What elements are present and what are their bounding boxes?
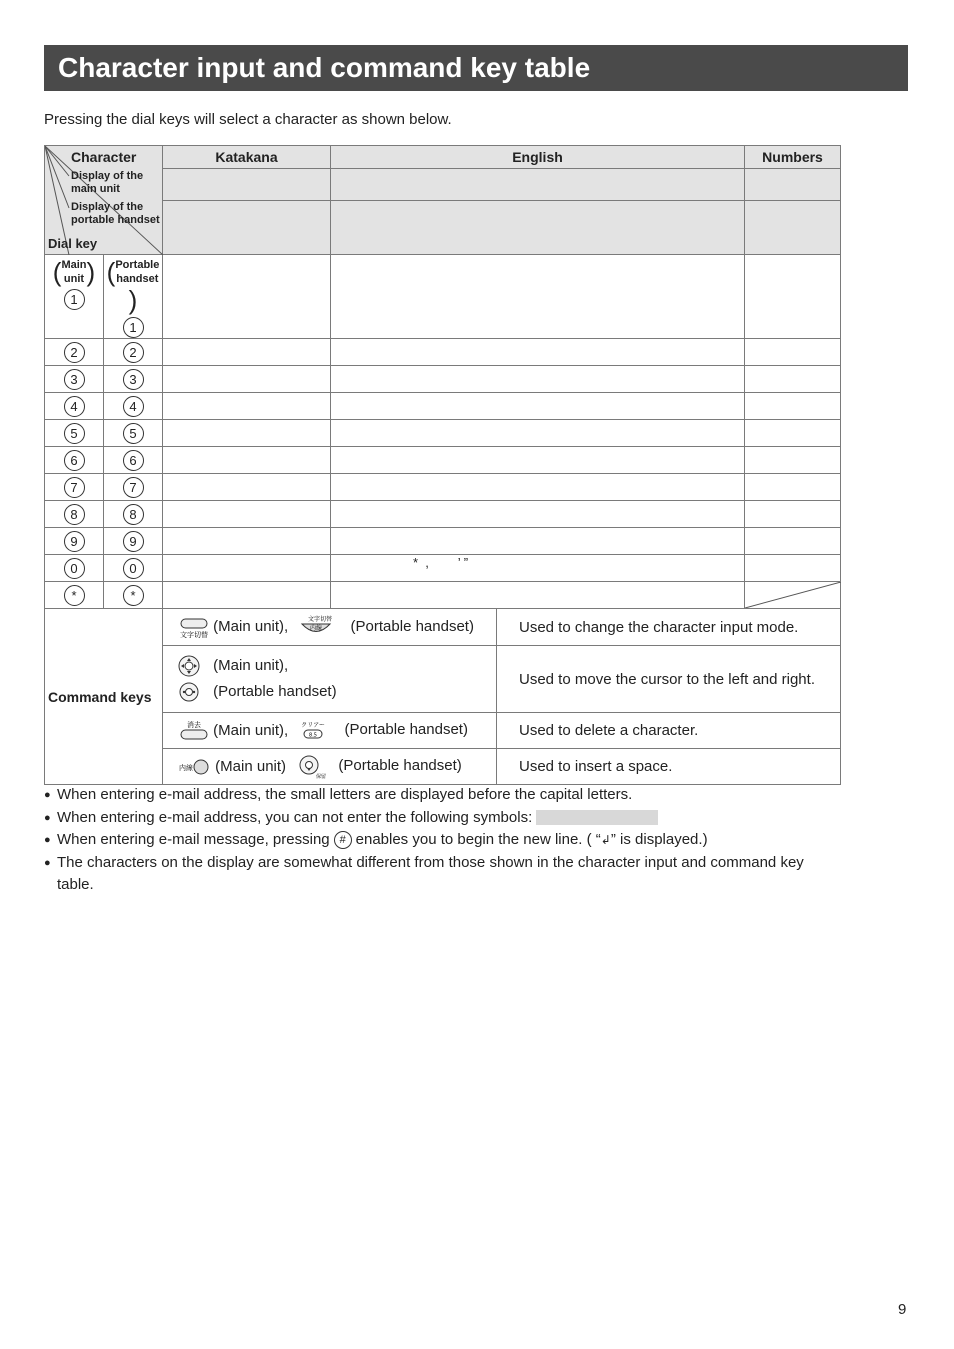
main-key-cell xyxy=(45,339,104,366)
main-key-cell xyxy=(45,501,104,528)
portable-handset-text: (Portable handset) xyxy=(350,617,474,635)
english-main-cell xyxy=(331,169,745,201)
main-unit-line1: Main xyxy=(61,259,87,271)
command-row xyxy=(45,609,841,646)
dial-key-8-main: 8 xyxy=(64,504,85,525)
note-text: When entering e-mail address, you can not enter the following symbols: xyxy=(57,808,533,826)
table-row xyxy=(45,255,841,339)
english-cell xyxy=(331,393,745,420)
main-key-cell xyxy=(45,420,104,447)
table-row xyxy=(45,447,841,474)
english-cell xyxy=(331,420,745,447)
main-unit-line2: unit xyxy=(63,273,85,285)
clear-key-icon xyxy=(298,720,328,742)
main-key-cell xyxy=(45,555,104,582)
dial-key-0-handset: 0 xyxy=(123,558,144,579)
handset-navigator-down-icon xyxy=(296,754,326,780)
corner-display-handset-line1: Display of the xyxy=(71,201,144,213)
dial-key-7-main: 7 xyxy=(64,477,85,498)
command-keys-cell xyxy=(163,749,497,785)
table-row xyxy=(45,501,841,528)
dial-key-1-main: 1 xyxy=(64,289,85,310)
handset-label: (Portable handset) xyxy=(106,257,160,315)
english-cell xyxy=(331,555,745,582)
handset-navigator-key-icon xyxy=(177,681,201,703)
main-unit-text: (Main unit), xyxy=(213,657,289,674)
main-key-cell xyxy=(45,447,104,474)
numbers-cell xyxy=(745,420,841,447)
list-item xyxy=(44,784,844,807)
corner-character-label: Character xyxy=(71,149,137,165)
handset-key-cell xyxy=(104,474,163,501)
dial-key-1-handset: 1 xyxy=(123,317,144,338)
dial-key-5-main: 5 xyxy=(64,423,85,444)
corner-display-main-line2: main unit xyxy=(71,183,120,195)
main-unit-display-row xyxy=(45,169,841,201)
command-row xyxy=(45,713,841,749)
table-row xyxy=(45,393,841,420)
english-header: English xyxy=(331,146,745,169)
command-desc-space: Used to insert a space. xyxy=(497,749,841,785)
katakana-header: Katakana xyxy=(163,146,331,169)
numbers-cell xyxy=(745,528,841,555)
english-cell xyxy=(331,528,745,555)
numbers-cell xyxy=(745,501,841,528)
main-key-cell xyxy=(45,366,104,393)
svg-text:クリアー: クリアー xyxy=(301,721,326,729)
table-corner xyxy=(45,146,163,255)
numbers-main-cell xyxy=(745,169,841,201)
table-row xyxy=(45,366,841,393)
main-unit-text: (Main unit) xyxy=(215,757,287,775)
bullet-icon: ● xyxy=(44,811,51,824)
note-text: When entering e-mail address, the small letters are displayed before the capital letters. xyxy=(57,786,633,803)
english-cell xyxy=(331,366,745,393)
dial-key-3-main: 3 xyxy=(64,369,85,390)
numbers-handset-cell xyxy=(745,201,841,255)
main-unit-key-cell xyxy=(45,255,104,339)
corner-display-handset-label xyxy=(71,201,160,227)
character-table xyxy=(44,145,841,785)
dial-key-6-main: 6 xyxy=(64,450,85,471)
handset-key-cell xyxy=(104,339,163,366)
svg-text:文字切替: 文字切替 xyxy=(308,616,333,623)
dial-key-8-handset: 8 xyxy=(123,504,144,525)
page-number: 9 xyxy=(898,1301,907,1318)
main-unit-label: (Main unit) xyxy=(52,257,96,287)
dial-key-star-main: * xyxy=(64,585,85,606)
numbers-cell xyxy=(745,393,841,420)
english-cell xyxy=(331,339,745,366)
erase-key-icon xyxy=(179,720,209,742)
corner-display-handset-line2: portable handset xyxy=(71,214,160,226)
table-row xyxy=(45,474,841,501)
english-cell xyxy=(331,501,745,528)
note-text-cont: enables you to begin the new line. ( “ xyxy=(355,831,601,848)
numbers-cell xyxy=(745,474,841,501)
numbers-header: Numbers xyxy=(745,146,841,169)
handset-key-cell xyxy=(104,420,163,447)
bullet-icon: ● xyxy=(44,789,51,801)
bullet-icon: ● xyxy=(44,856,51,869)
numbers-cell-crossed xyxy=(745,582,841,609)
note-text-end: ” is displayed.) xyxy=(610,831,708,848)
command-desc-mode: Used to change the character input mode. xyxy=(497,609,841,646)
dial-key-0-main: 0 xyxy=(64,558,85,579)
command-row xyxy=(45,646,841,713)
english-cell xyxy=(331,447,745,474)
handset-key-cell xyxy=(104,366,163,393)
main-key-cell xyxy=(45,528,104,555)
intercom-mode-key-icon xyxy=(298,615,334,639)
corner-display-main-line1: Display of the xyxy=(71,170,144,182)
numbers-cell xyxy=(745,339,841,366)
dial-key-3-handset: 3 xyxy=(123,369,144,390)
english-handset-cell xyxy=(331,201,745,255)
main-key-cell xyxy=(45,582,104,609)
intro-text: Pressing the dial keys will select a character as shown below. xyxy=(44,111,452,128)
intercom-button-icon xyxy=(179,756,211,778)
katakana-cell xyxy=(163,501,331,528)
portable-handset-text: (Portable handset) xyxy=(213,683,337,700)
main-unit-text: (Main unit), xyxy=(213,721,289,739)
main-key-cell xyxy=(45,393,104,420)
svg-text:8.5: 8.5 xyxy=(309,732,318,738)
katakana-main-cell xyxy=(163,169,331,201)
command-keys-cell xyxy=(163,713,497,749)
list-item xyxy=(44,829,844,852)
numbers-cell xyxy=(745,447,841,474)
handset-key-cell xyxy=(104,555,163,582)
table-row xyxy=(45,420,841,447)
english-cell xyxy=(331,255,745,339)
katakana-cell xyxy=(163,255,331,339)
diagonal-line xyxy=(745,582,841,608)
navigator-key-icon xyxy=(177,655,201,677)
symbols-placeholder-box xyxy=(536,810,658,825)
portable-handset-text: (Portable handset) xyxy=(344,721,468,739)
command-desc-cursor: Used to move the cursor to the left and right. xyxy=(497,646,841,713)
hash-key-icon: # xyxy=(334,831,352,849)
note-text: The characters on the display are somewhat different from those shown in the character input and command key table. xyxy=(57,853,804,893)
katakana-handset-cell xyxy=(163,201,331,255)
english-cell xyxy=(331,582,745,609)
katakana-cell xyxy=(163,528,331,555)
table-row xyxy=(45,555,841,582)
command-keys-cell xyxy=(163,646,497,713)
dial-key-6-handset: 6 xyxy=(123,450,144,471)
english-cell xyxy=(331,474,745,501)
command-row xyxy=(45,749,841,785)
command-desc-delete: Used to delete a character. xyxy=(497,713,841,749)
dial-key-9-handset: 9 xyxy=(123,531,144,552)
katakana-cell xyxy=(163,339,331,366)
handset-key-cell xyxy=(104,447,163,474)
table-row xyxy=(45,582,841,609)
dial-key-2-handset: 2 xyxy=(123,342,144,363)
dial-key-2-main: 2 xyxy=(64,342,85,363)
notes-list xyxy=(44,784,844,897)
command-keys-cell xyxy=(163,609,497,646)
dial-key-star-handset: * xyxy=(123,585,144,606)
katakana-cell xyxy=(163,366,331,393)
list-item xyxy=(44,852,844,897)
svg-text:内線: 内線 xyxy=(179,763,193,772)
page-title: Character input and command key table xyxy=(58,52,591,83)
main-key-cell xyxy=(45,474,104,501)
zero-row-symbols: * , ’ ” xyxy=(413,555,469,570)
handset-key-cell xyxy=(104,255,163,339)
corner-display-main-label xyxy=(71,170,143,196)
note-text: When entering e-mail message, pressing xyxy=(57,831,330,848)
dial-key-4-handset: 4 xyxy=(123,396,144,417)
katakana-cell xyxy=(163,582,331,609)
table-header-row xyxy=(45,146,841,169)
portable-handset-text: (Portable handset) xyxy=(338,757,462,775)
dial-key-7-handset: 7 xyxy=(123,477,144,498)
handset-key-cell xyxy=(104,393,163,420)
bullet-icon: ● xyxy=(44,834,51,846)
svg-text:文字切替: 文字切替 xyxy=(180,631,208,638)
katakana-cell xyxy=(163,447,331,474)
title-bar xyxy=(44,45,908,91)
dial-key-4-main: 4 xyxy=(64,396,85,417)
mode-switch-key-icon xyxy=(179,616,209,638)
table-row xyxy=(45,339,841,366)
handset-key-cell xyxy=(104,528,163,555)
dial-key-9-main: 9 xyxy=(64,531,85,552)
main-unit-text: (Main unit), xyxy=(213,617,289,635)
katakana-cell xyxy=(163,420,331,447)
command-keys-label: Command keys xyxy=(45,609,163,785)
list-item xyxy=(44,807,844,830)
handset-display-row xyxy=(45,201,841,255)
katakana-cell xyxy=(163,393,331,420)
numbers-cell xyxy=(745,255,841,339)
svg-text:保留: 保留 xyxy=(316,773,327,780)
table-row xyxy=(45,528,841,555)
numbers-cell xyxy=(745,555,841,582)
handset-line1: Portable xyxy=(115,259,160,271)
svg-text:消去: 消去 xyxy=(187,720,201,729)
katakana-cell xyxy=(163,474,331,501)
numbers-cell xyxy=(745,366,841,393)
svg-text:内線: 内線 xyxy=(310,625,323,632)
dial-key-5-handset: 5 xyxy=(123,423,144,444)
katakana-cell xyxy=(163,555,331,582)
handset-line2: handset xyxy=(116,273,159,285)
return-arrow-icon: ↲ xyxy=(600,833,611,847)
handset-key-cell xyxy=(104,501,163,528)
handset-key-cell xyxy=(104,582,163,609)
corner-dial-key-label: Dial key xyxy=(48,236,98,251)
